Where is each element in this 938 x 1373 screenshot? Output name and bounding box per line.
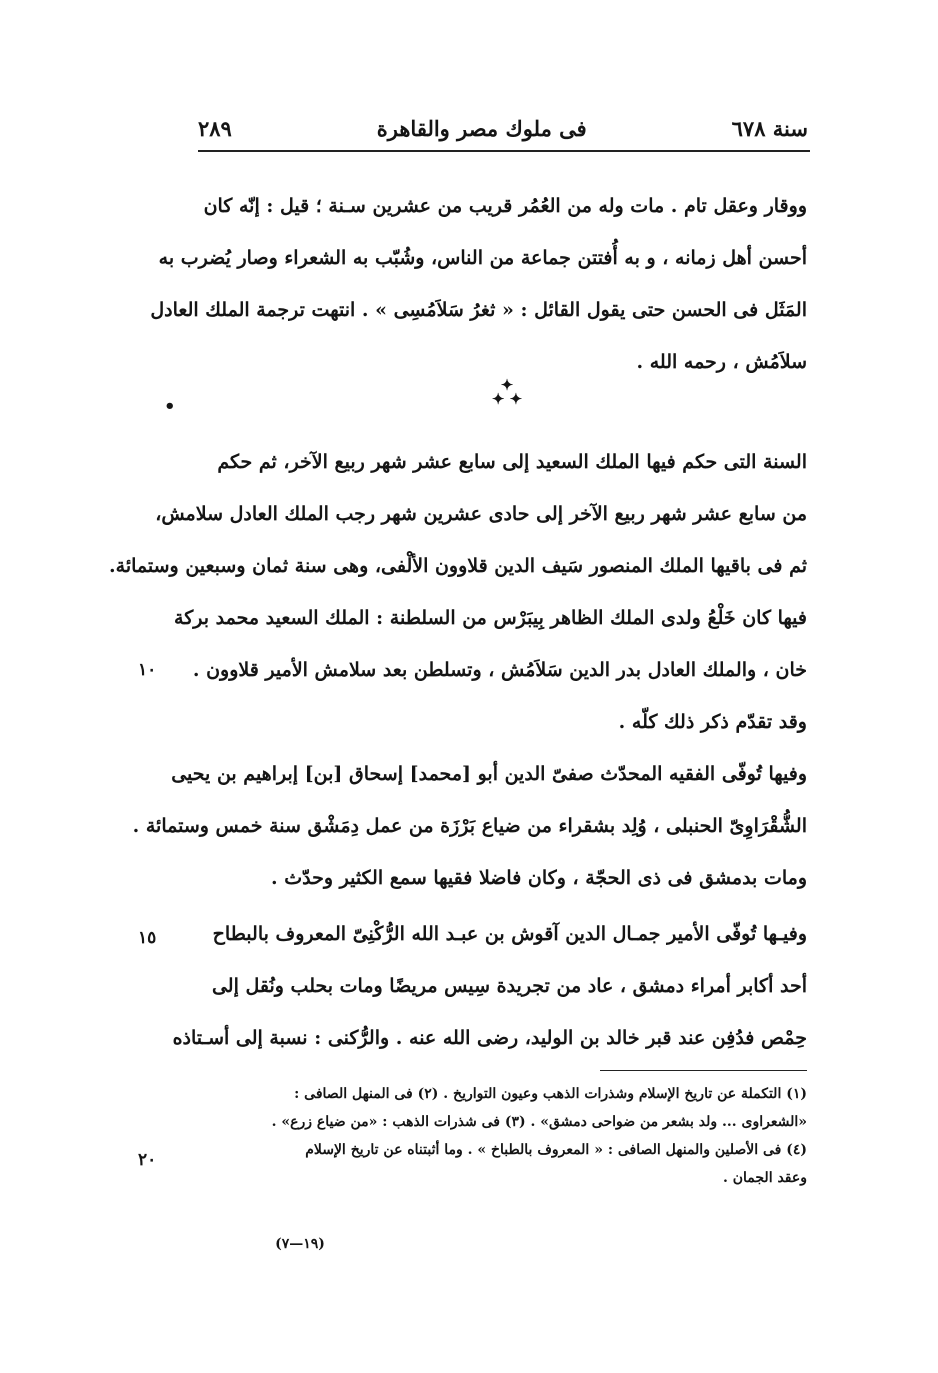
margin-dot: •	[164, 396, 176, 417]
running-header	[198, 108, 808, 148]
page-number: ٢٨٩	[198, 115, 232, 141]
paragraph-1	[150, 180, 807, 388]
paragraph-2	[109, 436, 807, 592]
margin-line-number-10: ١٠	[138, 660, 157, 680]
footnotes	[205, 1080, 807, 1192]
text-line: وقد تقدّم ذكر ذلك كلّه .	[618, 711, 807, 733]
paragraph-5	[172, 908, 807, 1064]
footnote-line: (٤) فى الأصلين والمنهل الصافى : « المعروف بالطباخ » . وما أثبتناه عن تاريخ الإسلام	[305, 1142, 807, 1158]
paragraph-3	[174, 592, 807, 748]
margin-line-number-20: ٢٠	[138, 1150, 157, 1170]
section-ornament	[482, 378, 532, 418]
margin-line-number-15: ١٥	[138, 928, 157, 948]
text-line: وفيها تُوفّى الفقيه المحدّث صفىّ الدين أبو [محمد] إسحاق [بن] إبراهيم بن يحيى	[171, 763, 807, 785]
paragraph-4	[132, 748, 807, 904]
header-title: فى ملوك مصر والقاهرة	[376, 115, 587, 141]
text-line: ثم فى باقيها الملك المنصور سَيف الدين قلاوون الألْفى، وهى سنة ثمان وسبعين وستمائة.	[109, 555, 807, 577]
text-line: أحسن أهل زمانه ، و به أُفتتن جماعة من الناس، وشُبّب به الشعراء وصار يُضرب به	[158, 247, 807, 269]
footnote-line: (١) التكملة عن تاريخ الإسلام وشذرات الذهب وعيون التواريخ . (٢) فى المنهل الصافى :	[294, 1086, 807, 1102]
text-line: ووقار وعقل تام . مات وله من العُمُر قريب من عشرين سـنة ؛ قيل : إنّه كان	[203, 195, 807, 217]
text-line: سلاَمُش ، رحمه الله .	[636, 351, 807, 373]
text-line: من سابع عشر شهر ربيع الآخر إلى حادى عشرين شهر رجب الملك العادل سلامش،	[155, 503, 807, 525]
text-line: أحد أكابر أمراء دمشق ، عاد من تجريدة سِيس مريضًا ومات بحلب ونُقل إلى	[211, 975, 807, 997]
footnote-rule	[600, 1070, 807, 1071]
footnote-line: «الشعراوى ... ولد بشعر من ضواحى دمشق» . (٣) فى شذرات الذهب : «من ضياع زرع» .	[271, 1114, 807, 1130]
printer-signature: (١٩—٧)	[275, 1236, 325, 1252]
text-line: خان ، والملك العادل بدر الدين سَلاَمُش ، وتسلطن بعد سلامش الأمير قلاوون .	[192, 659, 807, 681]
text-line: فيها كان خَلْعُ ولدى الملك الظاهر بِيبَرْس من السلطنة : الملك السعيد محمد بركة	[174, 607, 807, 629]
text-line: حِمْص فدُفِن عند قبر خالد بن الوليد، رضى الله عنه . والرُّكنى : نسبة إلى أسـتاذه	[172, 1027, 807, 1049]
ornament-star-top: ✦	[500, 376, 514, 394]
header-rule	[198, 150, 810, 152]
text-line: السنة التى حكم فيها الملك السعيد إلى سابع عشر شهر ربيع الآخر، ثم حكم	[217, 451, 807, 473]
ornament-stars-bottom: ✦ ✦	[491, 390, 523, 408]
text-line: الشُّقْرَاوِىّ الحنبلى ، وُلِد بشقراء من ضياع بَرْزَة من عمل دِمَشْق سنة خمس وستمائة .	[132, 815, 807, 837]
footnote-line: وعقد الجمان .	[723, 1170, 807, 1186]
text-line: وفيـها تُوفّى الأمير جمـال الدين آقوش بن عبـد الله الرُّكْنِىّ المعروف بالبطاح	[212, 923, 807, 945]
text-line: المَثَل فى الحسن حتى يقول القائل : « ثغرُ سَلاَمُسِى » . انتهت ترجمة الملك العادل	[150, 299, 807, 321]
header-year: سنة ٦٧٨	[731, 115, 808, 141]
text-line: ومات بدمشق فى ذى الحجّة ، وكان فاضلا فقيها سمع الكثير وحدّث .	[270, 867, 807, 889]
